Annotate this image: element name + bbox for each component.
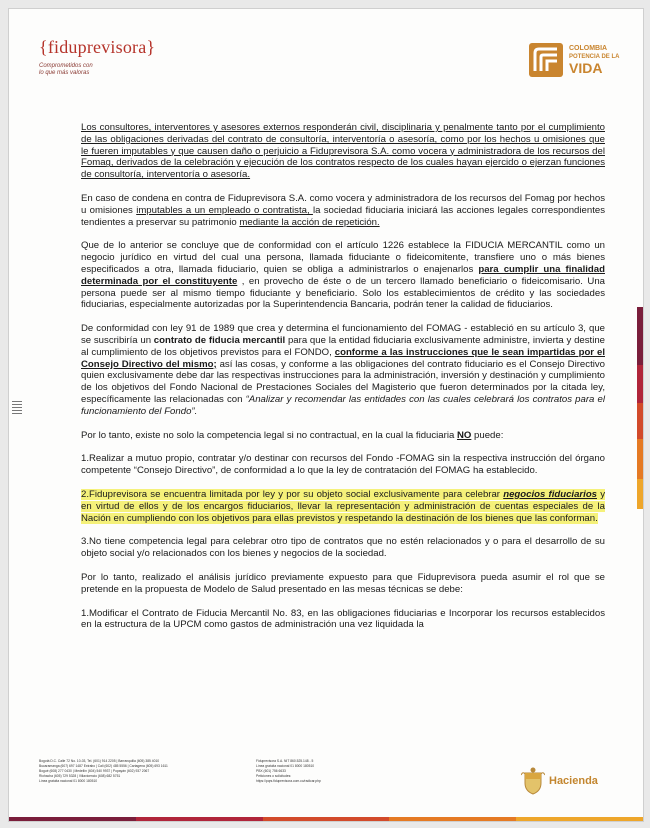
hacienda-logo: [521, 767, 598, 795]
paragraph-3: [81, 240, 605, 311]
paragraph-1: Los consultores, interventores y asesores externos responderán civil, disciplinaria y penalmente tanto por el cumplimiento de las obligaciones derivadas del contrato de consultoría, interventoría o asesoría, como por los hechos u omisiones que le fueren imputables y que causen daño o perjuicio a Fiduprevisora S.A. como vocera y administradora de los recursos del Fomag, derivados de la celebración y ejecución de los contratos respecto de los cuales hayan ejercido o ejerzan funciones de consultoría, interventoría o asesoría.: [81, 122, 605, 181]
side-label-mark: [12, 401, 22, 402]
p4-text-2: para que la entidad fiduciaria exclusivamente administre, invierta y destine al cumplimiento de los objetivos previstos para el FONDO,: [81, 334, 606, 358]
cpv-text: [569, 45, 619, 76]
brand-tagline: [39, 63, 155, 77]
p4-text-3: así las cosas, y conforme a las obligaciones del contrato fiduciario es el Consejo Directivo quien exclusivamente debe dar las respectivas instrucciones para la administración, inversión y destinación y cumplimiento de los objetivos del Fondo Nacional de Prestaciones Sociales del Magisterio que fueron determinados por la citada ley, específicamente las relacionadas con: [81, 358, 605, 405]
footer-line: Riohacha (605) 729 5328 | Villavicencio (608) 682 5751: [39, 774, 121, 778]
side-color-bar-2: [637, 365, 643, 403]
fiduprevisora-logo: [39, 37, 155, 77]
p2-text-2: la sociedad fiduciaria iniciará las acciones legales correspondientes tendientes a preservar su patrimonio: [81, 204, 605, 228]
paragraph-6: 1.Realizar a mutuo propio, contratar y/o destinar con recursos del Fondo -FOMAG sin la respectiva instrucción del órgano competente “Consejo Directivo”, de conformidad a lo que la ley de contratación del FOMAG ha establecido.: [81, 453, 605, 477]
stripe-seg: [136, 817, 263, 821]
side-label-mark: [12, 410, 22, 411]
p4-quote: “Analizar y recomendar las entidades con las cuales celebrará los contratos para el funcionamiento del Fondo”.: [81, 393, 605, 417]
p3-emphasis: para cumplir una finalidad determinada por el constituyente: [81, 263, 605, 287]
cpv-line-2: POTENCIA DE LA: [569, 53, 620, 60]
footer-line: Línea gratuita nacional 01 8000 180510: [39, 779, 98, 783]
paragraph-4: [81, 323, 605, 417]
side-label-mark: [12, 407, 22, 408]
paragraph-5: [81, 430, 605, 442]
side-color-bar-1: [637, 307, 643, 365]
paragraph-2: [81, 193, 605, 228]
footer-line: Peticiones o solicitudes:: [256, 774, 292, 778]
p2-underlined-2: mediante la acción de repetición.: [239, 216, 380, 228]
p7-emphasis: negocios fiduciarios: [503, 488, 598, 500]
footer-line: PBX (601) 756 6633: [256, 769, 286, 773]
p2-underlined: imputables a un empleado o contratista,: [136, 204, 313, 216]
colombia-potencia-logo: [529, 43, 619, 77]
side-color-bar-3: [637, 403, 643, 439]
p4-text: De conformidad con ley 91 de 1989 que crea y determina el funcionamiento del FOMAG - estableció en su artículo 3, que se suscribiría un: [81, 323, 605, 346]
tagline-line-2: lo que más valoras: [39, 70, 90, 76]
hacienda-name: Hacienda: [549, 775, 598, 787]
paragraph-7: [81, 489, 605, 524]
p7-highlight-2: y en virtud de ellos y de los encargos fiduciarios, llevar la representación y administración de cuentas especiales de la Nación en cumpliendo con los objetivos para ellas previstos y respetando la destinación de los bienes que las conforman.: [81, 488, 606, 524]
footer-company: [256, 759, 406, 784]
side-classification-label: [12, 399, 22, 425]
footer-line: Bogotá D.C. Calle 72 No. 10-03, Tel. (601) 914 2205 | Barranquilla (605) 385 4010: [39, 759, 160, 763]
stripe-seg: [9, 817, 136, 821]
stripe-seg: [263, 817, 390, 821]
document-page: [8, 8, 644, 822]
p2-text: En caso de condena en contra de Fiduprevisora S.A. como vocera y administradora de los recursos del Fomag por hechos u omisiones: [81, 192, 605, 216]
side-label-mark: [12, 413, 22, 414]
brand-name: {fiduprevisora}: [39, 37, 156, 57]
footer-link[interactable]: https://pqrs.fiduprevisora.com.co/radicar.php: [256, 779, 321, 783]
stripe-seg: [389, 817, 516, 821]
p3-text-2: , en provecho de éste o de un tercero llamado beneficiario o fideicomisario. Una persona puede ser al mismo tiempo fiduciante y beneficiario. Solo los establecimientos de crédito y las sociedades fiduciarias, especialmente autorizadas por la Superintendencia Bancaria, podrán tener la calidad de fiduciarios.: [81, 275, 605, 311]
footer-line: Bucaramanga (607) 697 1487 Extrabo | Cali (602) 485 5556 | Cartagena (605) 693 1611: [39, 764, 168, 768]
document-body: [81, 122, 605, 643]
p4-bold: contrato de fiducia mercantil: [153, 334, 286, 346]
p4-emphasis: conforme a las instrucciones que le sean impartidas por el Consejo Directivo del mismo;: [81, 346, 605, 370]
p5-text-2: puede:: [471, 429, 504, 441]
footer-line: Fiduprevisora S.A. NIT 860.525.148 - 5: [256, 759, 314, 763]
tagline-line-1: Comprometidos con: [39, 63, 93, 69]
stripe-seg: [516, 817, 643, 821]
paragraph-10: 1.Modificar el Contrato de Fiducia Mercantil No. 83, en las obligaciones fiduciarias e Incorporar los recursos establecidos en la estructura de la UPCM como gastos de administración una vez liquidada la: [81, 607, 605, 631]
p7-highlight: 2.Fiduprevisora se encuentra limitada por ley y por su objeto social exclusivamente para celebrar: [81, 488, 504, 500]
cpv-line-1: COLOMBIA: [569, 44, 608, 52]
side-label-mark: [12, 404, 22, 405]
footer-line: Línea gratuita nacional 01 8000 180510: [256, 764, 315, 768]
paragraph-9: Por lo tanto, realizado el análisis jurídico previamente expuesto para que Fiduprevisora pueda asumir el rol que se pretende en la propuesta de Modelo de Salud presentado en las mesas técnicas se debe:: [81, 571, 605, 595]
footer-line: Bogué (608) 277 0430 | Medellín (604) 540 9937 | Popayán (602) 937 2067: [39, 769, 150, 773]
coat-of-arms-icon: [521, 767, 545, 795]
p5-text: Por lo tanto, existe no solo la competencia legal si no contractual, en la cual la fiduciaria: [81, 429, 457, 441]
cpv-emblem-icon: [529, 43, 563, 77]
side-color-bar-5: [637, 479, 643, 509]
footer-offices: [39, 759, 239, 784]
p5-no: NO: [456, 429, 472, 441]
side-color-bar-4: [637, 439, 643, 479]
cpv-line-3: VIDA: [569, 59, 603, 76]
p3-text: Que de lo anterior se concluye que de conformidad con el artículo 1226 establece la FIDUCIA MERCANTIL como un negocio jurídico en virtud del cual una persona, llamada fiduciante o fideicomitente, transfiere uno o más bienes especificados a otra, llamada fiduciario, quien se obliga a administrarlos o enajenarlos: [81, 240, 605, 275]
paragraph-8: 3.No tiene competencia legal para celebrar otro tipo de contratos que no estén relacionados y o para el desarrollo de su objeto social y/o relacionados con los bienes y negocios de la sociedad.: [81, 536, 605, 560]
bottom-color-stripe: [9, 817, 643, 821]
